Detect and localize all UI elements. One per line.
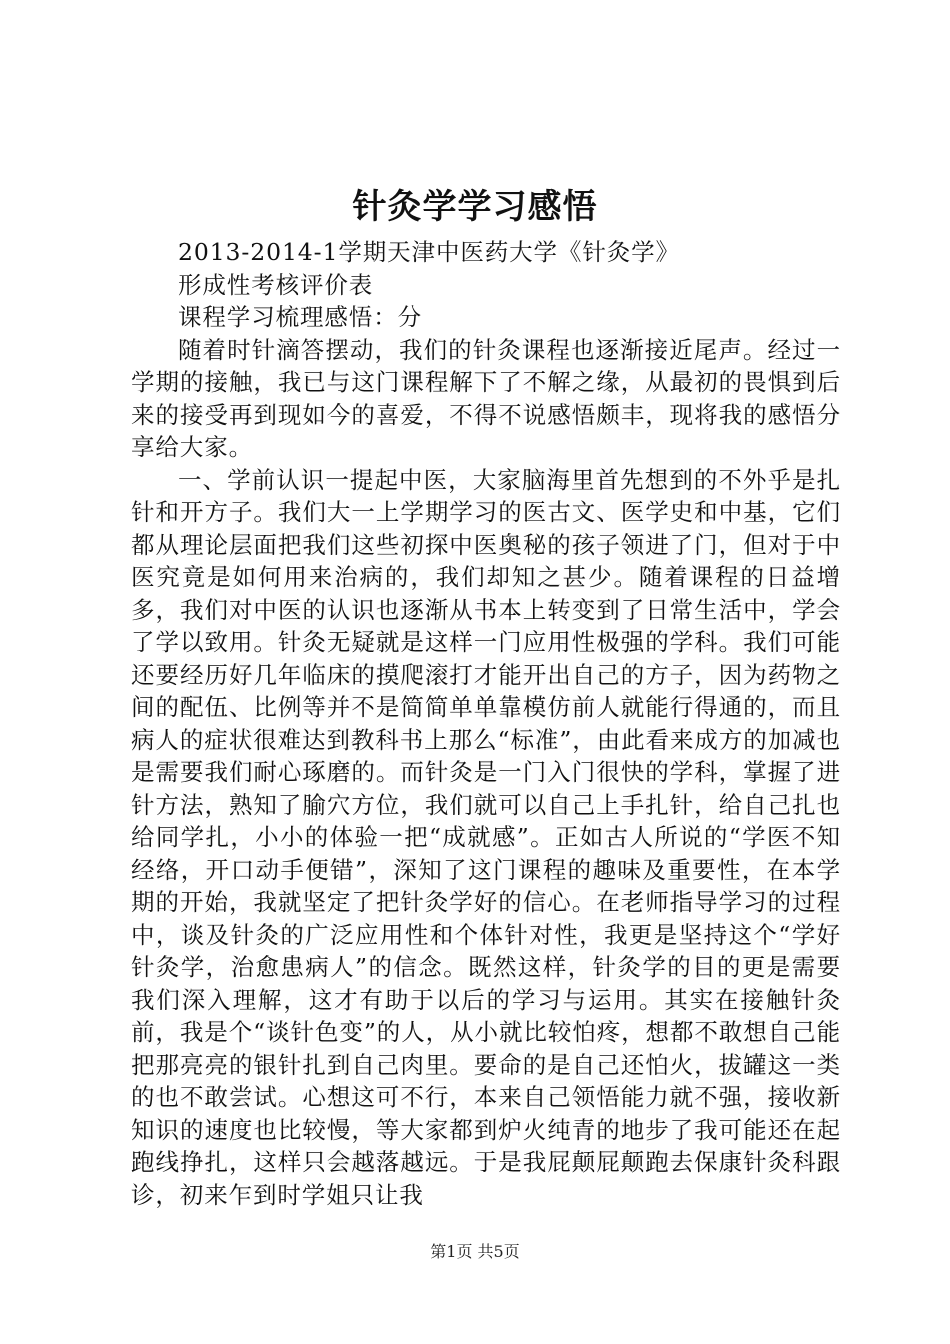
meta-line-score: 课程学习梳理感悟：分: [178, 303, 422, 331]
document-title: 针灸学学习感悟: [352, 187, 598, 227]
meta-line-form: 形成性考核评价表: [178, 270, 374, 299]
page-footer: 第1页 共5页: [430, 1242, 520, 1261]
document-body: [131, 236, 841, 1211]
meta-line-semester: 2013-2014-1学期天津中医药大学《针灸学》: [178, 238, 680, 266]
paragraph-pre-study: 一、学前认识一提起中医，大家脑海里首先想到的不外乎是扎针和开方子。我们大一上学期学习的医古文、医学史和中基，它们都从理论层面把我们这些初探中医奥秘的孩子领进了门，但对于中医究竟是如何用来治病的，我们却知之甚少。随着课程的日益增多，我们对中医的认识也逐渐从书本上转变到了日常生活中，学会了学以致用。针灸无疑就是这样一门应用性极强的学科。我们可能还要经历好几年临床的摸爬滚打才能开出自己的方子，因为药物之间的配伍、比例等并不是简简单单靠模仿前人就能行得通的，而且病人的症状很难达到教科书上那么“标准”，由此看来成方的加减也是需要我们耐心琢磨的。而针灸是一门入门很快的学科，掌握了进针方法，熟知了腧穴方位，我们就可以自己上手扎针，给自己扎也给同学扎，小小的体验一把“成就感”。正如古人所说的“学医不知经络，开口动手便错”，深知了这门课程的趣味及重要性，在本学期的开始，我就坚定了把针灸学好的信心。在老师指导学习的过程中，谈及针灸的广泛应用性和个体针对性，我更是坚持这个“学好针灸学，治愈患病人”的信念。既然这样，针灸学的目的更是需要我们深入理解，这才有助于以后的学习与运用。其实在接触针灸前，我是个“谈针色变”的人，从小就比较怕疼，想都不敢想自己能把那亮亮的银针扎到自己肉里。要命的是自己还怕火，拔罐这一类的也不敢尝试。心想这可不行，本来自己领悟能力就不强，接收新知识的速度也比较慢，等大家都到炉火纯青的地步了我可能还在起跑线挣扎，这样只会越落越远。于是我屁颠屁颠跑去保康针灸科跟诊，初来乍到时学姐只让我: [131, 465, 841, 1209]
paragraph-intro: 随着时针滴答摆动，我们的针灸课程也逐渐接近尾声。经过一学期的接触，我已与这门课程解下了不解之缘，从最初的畏惧到后来的接受再到现如今的喜爱，不得不说感悟颇丰，现将我的感悟分享给大家。: [131, 335, 841, 461]
